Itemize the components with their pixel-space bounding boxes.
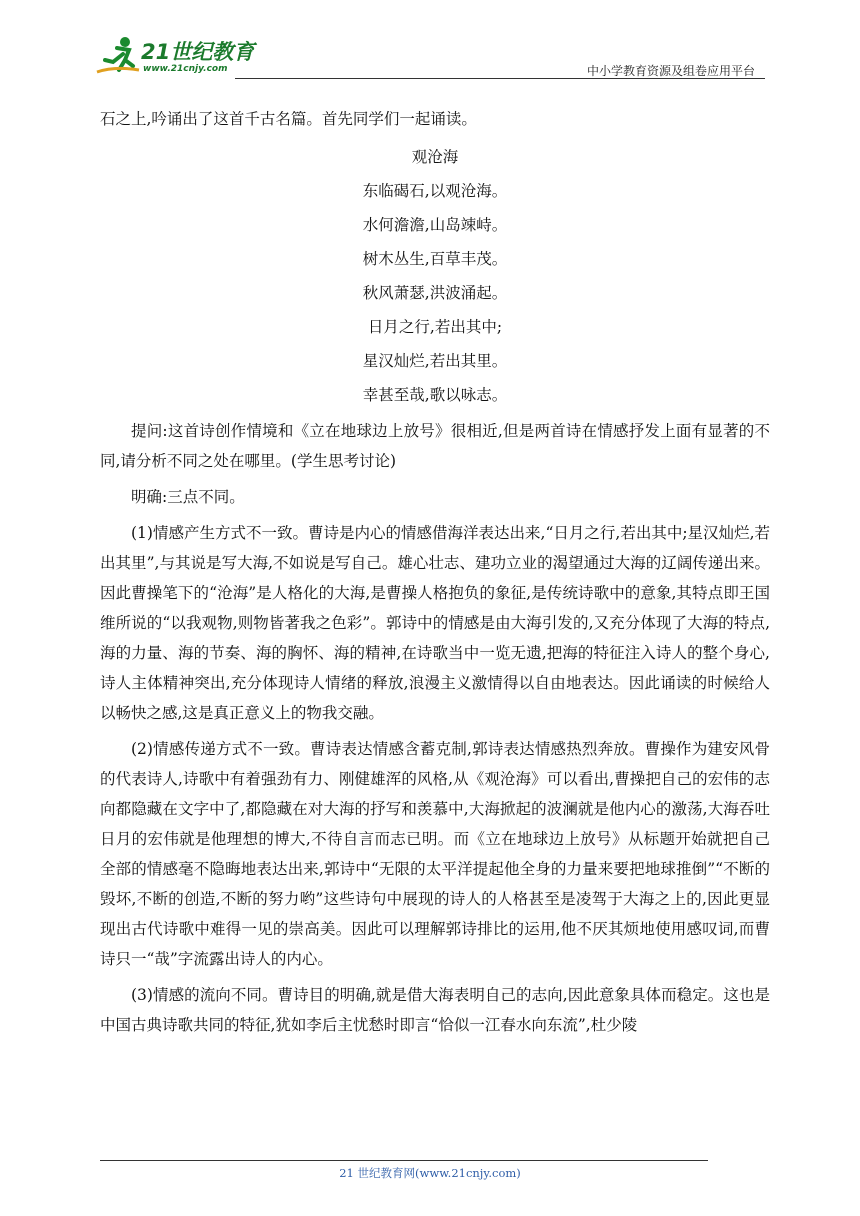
- poem-line: 水何澹澹,山岛竦峙。: [362, 216, 508, 234]
- poem-title: 观沧海: [411, 148, 459, 166]
- clarify-paragraph: 明确:三点不同。: [131, 488, 245, 506]
- poem-line: 秋风萧瑟,洪波涌起。: [362, 284, 508, 302]
- document-body: [100, 104, 770, 1040]
- question-paragraph: 提问:这首诗创作情境和《立在地球边上放号》很相近,但是两首诗在情感抒发上面有显著的不同,请分析不同之处在哪里。(学生思考讨论): [100, 422, 770, 470]
- footer-divider: [100, 1160, 708, 1161]
- logo-url: www.21cnjy.com: [143, 64, 228, 74]
- poem-line: 星汉灿烂,若出其里。: [362, 352, 508, 370]
- poem-line: 东临碣石,以观沧海。: [362, 182, 508, 200]
- page-header: [95, 30, 765, 80]
- intro-paragraph: 石之上,吟诵出了这首千古名篇。首先同学们一起诵读。: [100, 110, 477, 128]
- runner-logo-icon: [95, 36, 141, 76]
- site-logo: [95, 36, 255, 78]
- poem-line: 日月之行,若出其中;: [367, 318, 503, 336]
- poem-line: 树木丛生,百草丰茂。: [362, 250, 508, 268]
- point-3-paragraph: (3)情感的流向不同。曹诗目的明确,就是借大海表明自己的志向,因此意象具体而稳定。这也是中国古典诗歌共同的特征,犹如李后主忧愁时即言“恰似一江春水向东流”,杜少陵: [100, 986, 770, 1034]
- point-2-paragraph: (2)情感传递方式不一致。曹诗表达情感含蓄克制,郭诗表达情感热烈奔放。曹操作为建安风骨的代表诗人,诗歌中有着强劲有力、刚健雄浑的风格,从《观沧海》可以看出,曹操把自己的宏伟的志向都隐藏在文字中了,都隐藏在对大海的抒写和羡慕中,大海掀起的波澜就是他内心的激荡,大海吞吐日月的宏伟就是他理想的博大,不待自言而志已明。而《立在地球边上放号》从标题开始就把自己全部的情感毫不隐晦地表达出来,郭诗中“无限的太平洋提起他全身的力量来要把地球推倒”“不断的毁坏,不断的创造,不断的努力哟”这些诗句中展现的诗人的人格甚至是凌驾于大海之上的,因此更显现出古代诗歌中难得一见的崇高美。因此可以理解郭诗排比的运用,他不厌其烦地使用感叹词,而曹诗只一“哉”字流露出诗人的内心。: [100, 740, 770, 968]
- page-footer: 21 世纪教育网(www.21cnjy.com): [339, 1166, 521, 1180]
- header-platform-text: 中小学教育资源及组卷应用平台: [586, 64, 755, 78]
- logo-text: 21世纪教育: [141, 40, 255, 64]
- poem-line: 幸甚至哉,歌以咏志。: [362, 386, 508, 404]
- point-1-paragraph: (1)情感产生方式不一致。曹诗是内心的情感借海洋表达出来,“日月之行,若出其中;星汉灿烂,若出其里”,与其说是写大海,不如说是写自己。雄心壮志、建功立业的渴望通过大海的辽阔传递出来。因此曹操笔下的“沧海”是人格化的大海,是曹操人格抱负的象征,是传统诗歌中的意象,其特点即王国维所说的“以我观物,则物皆著我之色彩”。郭诗中的情感是由大海引发的,又充分体现了大海的特点,海的力量、海的节奏、海的胸怀、海的精神,在诗歌当中一览无遗,把海的特征注入诗人的整个身心,诗人主体精神突出,充分体现诗人情绪的释放,浪漫主义激情得以自由地表达。因此诵读的时候给人以畅快之感,这是真正意义上的物我交融。: [100, 524, 770, 722]
- header-divider: [235, 78, 765, 79]
